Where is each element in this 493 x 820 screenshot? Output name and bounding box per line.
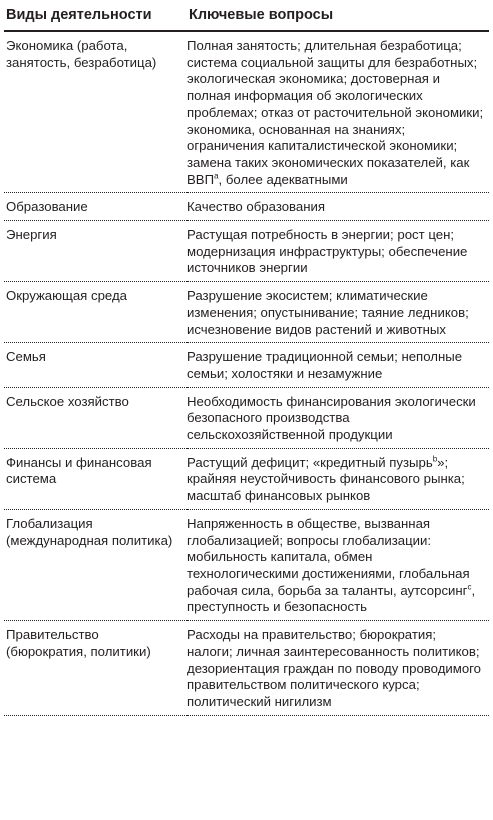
issues-cell — [187, 387, 489, 448]
table-row — [4, 448, 489, 509]
issues-cell — [187, 621, 489, 716]
issues-text: Растущая потребность в энергии; рост цен; модернизация инфраструктуры; обеспечение источников энергии — [187, 227, 468, 276]
issues-text: Напряженность в обществе, вызванная глобализацией; вопросы глобализации: мобильность капитала, обмен технологическими достижениями, глобальная рабочая сила, борьба за таланты, аутсорсинг — [187, 515, 470, 598]
issues-text-tail: »; крайняя неустойчивость финансового рынка; масштаб финансовых рынков — [187, 454, 465, 504]
issues-text-tail: , более адекватными — [218, 171, 348, 187]
table-header-row — [4, 3, 489, 31]
activity-text: Окружающая среда — [6, 288, 127, 304]
activity-text: Энергия — [6, 227, 57, 243]
table-row — [4, 221, 489, 282]
activity-text: Финансы и финансовая система — [6, 454, 152, 487]
key-issues-table — [4, 3, 489, 716]
issues-text: Растущий дефицит; «кредитный пузырь — [187, 454, 433, 470]
issues-cell — [187, 221, 489, 282]
issues-text: Разрушение экосистем; климатические изменения; опустынивание; таяние ледников; исчезновение видов растений и животных — [187, 288, 469, 337]
activity-cell — [4, 282, 187, 343]
table-row — [4, 509, 489, 620]
activity-cell — [4, 621, 187, 716]
issues-text: Расходы на правительство; бюрократия; налоги; личная заинтересованность политиков; дезориентация граждан по поводу проводимого правительством политического курса; политический нигилизм — [187, 627, 482, 709]
table-row — [4, 343, 489, 387]
footnote-marker: b — [432, 454, 438, 464]
activity-cell — [4, 448, 187, 509]
issues-text: Полная занятость; длительная безработица; система социальной защиты для безработных; экологическая экономика; достоверная и полная информация об экологических проблемах; отказ от расточительной экономики; экономика, основанная на знаниях; ограничения капиталистической экономики; замена таких экономических показателей, как ВВП — [187, 38, 484, 187]
activity-cell — [4, 221, 187, 282]
footnote-marker: c — [467, 582, 472, 592]
activity-cell — [4, 193, 187, 221]
issues-cell — [187, 31, 489, 193]
activity-cell — [4, 343, 187, 387]
activity-text: Семья — [6, 349, 46, 365]
activity-text: Сельское хозяйство — [6, 393, 129, 409]
issues-text: Необходимость финансирования экологически безопасного производства сельскохозяйственной продукции — [187, 393, 476, 443]
table-row — [4, 621, 489, 716]
activity-text: Образование — [6, 199, 88, 215]
issues-cell — [187, 343, 489, 387]
table-row — [4, 31, 489, 193]
column-header-activities: Виды деятельности — [4, 3, 187, 31]
issues-text: Качество образования — [187, 199, 326, 215]
activity-text: Правительство (бюрократия, политики) — [6, 627, 151, 659]
issues-cell — [187, 282, 489, 343]
issues-text: Разрушение традиционной семьи; неполные семьи; холостяки и незамужние — [187, 349, 463, 381]
table-row — [4, 387, 489, 448]
activity-cell — [4, 509, 187, 620]
issues-cell — [187, 509, 489, 620]
issues-cell — [187, 448, 489, 509]
activity-text: Глобализация (международная политика) — [6, 515, 173, 548]
issues-text-tail: , преступность и безопасность — [187, 582, 476, 615]
table-row — [4, 193, 489, 221]
issues-cell — [187, 193, 489, 221]
table-row — [4, 282, 489, 343]
activity-text: Экономика (работа, занятость, безработица) — [6, 38, 157, 70]
activity-cell — [4, 31, 187, 193]
activity-cell — [4, 387, 187, 448]
footnote-marker: a — [214, 171, 219, 181]
column-header-key-issues: Ключевые вопросы — [187, 3, 489, 31]
